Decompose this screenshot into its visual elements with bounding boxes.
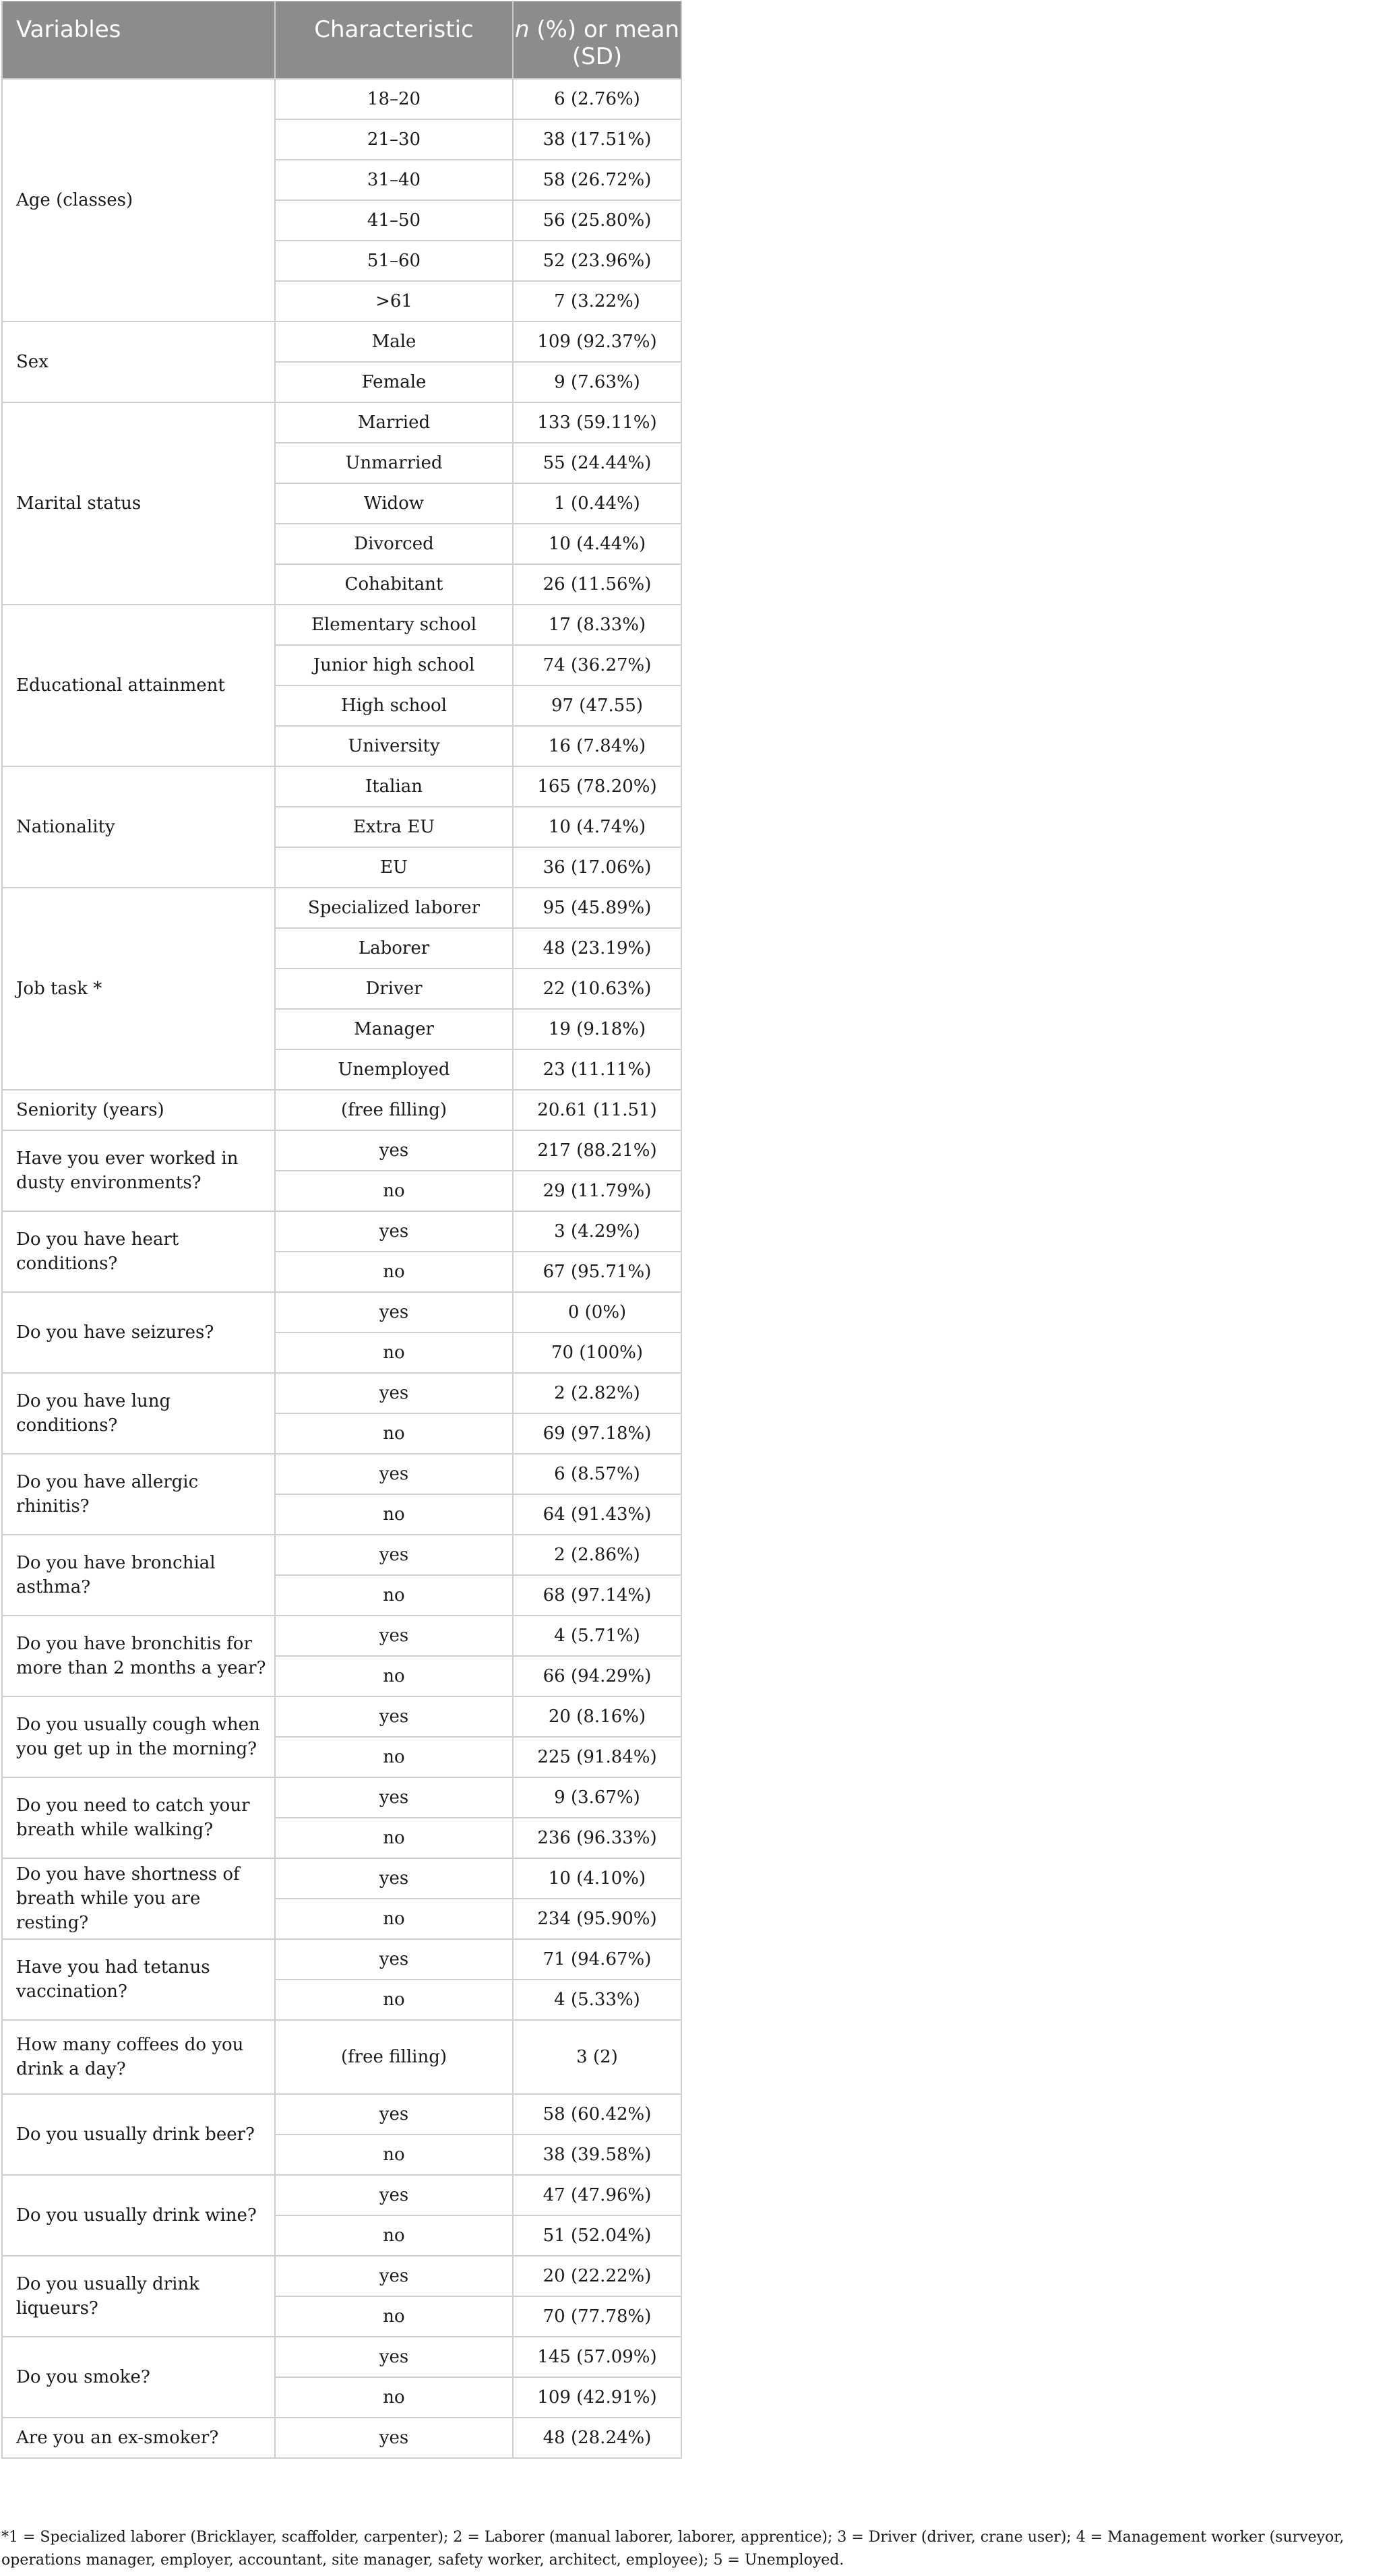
table-row	[2, 1292, 681, 1332]
value-cell: 2 (2.86%)	[513, 1535, 681, 1575]
value-cell: 16 (7.84%)	[513, 726, 681, 766]
value-cell: 71 (94.67%)	[513, 1939, 681, 1980]
value-cell: 9 (3.67%)	[513, 1777, 681, 1818]
value-cell: 48 (28.24%)	[513, 2418, 681, 2458]
value-cell: 6 (2.76%)	[513, 79, 681, 119]
variable-cell: Do you have bronchitis for more than 2 months a year?	[2, 1616, 275, 1696]
variable-cell: Do you usually drink wine?	[2, 2175, 275, 2256]
table-row	[2, 402, 681, 443]
characteristic-cell: 41–50	[275, 200, 513, 241]
characteristic-cell: 31–40	[275, 160, 513, 200]
value-cell: 20 (22.22%)	[513, 2256, 681, 2296]
value-cell: 4 (5.33%)	[513, 1980, 681, 2020]
characteristic-cell: no	[275, 2215, 513, 2256]
variable-cell: Seniority (years)	[2, 1090, 275, 1130]
table-row	[2, 1939, 681, 1980]
value-cell: 236 (96.33%)	[513, 1818, 681, 1858]
characteristic-cell: (free filling)	[275, 2020, 513, 2094]
characteristic-cell: yes	[275, 1454, 513, 1494]
characteristic-cell: Unmarried	[275, 443, 513, 483]
characteristic-cell: Female	[275, 362, 513, 402]
value-cell: 47 (47.96%)	[513, 2175, 681, 2215]
variable-cell: Educational attainment	[2, 605, 275, 766]
table-row	[2, 1454, 681, 1494]
table-header	[2, 1, 681, 79]
value-cell: 48 (23.19%)	[513, 928, 681, 969]
variable-cell: Do you usually cough when you get up in the morning?	[2, 1696, 275, 1777]
value-cell: 217 (88.21%)	[513, 1130, 681, 1171]
characteristic-cell: yes	[275, 1292, 513, 1332]
characteristic-cell: Italian	[275, 766, 513, 807]
characteristic-cell: University	[275, 726, 513, 766]
table-row	[2, 79, 681, 119]
value-cell: 3 (4.29%)	[513, 1211, 681, 1252]
characteristic-cell: Male	[275, 321, 513, 362]
header-variables: Variables	[2, 1, 275, 79]
value-cell: 4 (5.71%)	[513, 1616, 681, 1656]
characteristic-cell: Manager	[275, 1009, 513, 1049]
value-cell: 58 (26.72%)	[513, 160, 681, 200]
value-cell: 7 (3.22%)	[513, 281, 681, 321]
value-cell: 19 (9.18%)	[513, 1009, 681, 1049]
value-cell: 225 (91.84%)	[513, 1737, 681, 1777]
value-cell: 234 (95.90%)	[513, 1899, 681, 1939]
table-row	[2, 605, 681, 645]
value-cell: 165 (78.20%)	[513, 766, 681, 807]
value-cell: 29 (11.79%)	[513, 1171, 681, 1211]
characteristic-cell: yes	[275, 1535, 513, 1575]
variable-cell: Have you ever worked in dusty environments?	[2, 1130, 275, 1211]
characteristic-cell: Unemployed	[275, 1049, 513, 1090]
table-body	[2, 79, 681, 2458]
characteristic-cell: no	[275, 1656, 513, 1696]
characteristic-cell: Elementary school	[275, 605, 513, 645]
variable-cell: Do you have lung conditions?	[2, 1373, 275, 1454]
characteristic-cell: High school	[275, 685, 513, 726]
table-row	[2, 766, 681, 807]
header-row	[2, 1, 681, 79]
value-cell: 68 (97.14%)	[513, 1575, 681, 1616]
value-cell: 56 (25.80%)	[513, 200, 681, 241]
value-cell: 20.61 (11.51)	[513, 1090, 681, 1130]
variable-cell: Do you usually drink beer?	[2, 2094, 275, 2175]
characteristic-cell: EU	[275, 847, 513, 888]
characteristics-table	[1, 1, 682, 2459]
table-row	[2, 1535, 681, 1575]
characteristic-cell: yes	[275, 1130, 513, 1171]
table-footnote: *1 = Specialized laborer (Bricklayer, scaffolder, carpenter); 2 = Laborer (manual laborer, laborer, apprentice); 3 = Driver (driver, crane user); 4 = Management worker (surveyor, operations manager, employer, accountant, site manager, safety worker, architect, employee); 5 = Unemployed.	[1, 2529, 1344, 2569]
value-cell: 38 (17.51%)	[513, 119, 681, 160]
characteristic-cell: Widow	[275, 483, 513, 524]
characteristic-cell: Specialized laborer	[275, 888, 513, 928]
table-row	[2, 1211, 681, 1252]
characteristic-cell: no	[275, 2296, 513, 2337]
characteristic-cell: no	[275, 2377, 513, 2418]
table-row	[2, 1858, 681, 1899]
variable-cell: Do you have seizures?	[2, 1292, 275, 1373]
variable-cell: Are you an ex-smoker?	[2, 2418, 275, 2458]
characteristic-cell: yes	[275, 1696, 513, 1737]
value-cell: 10 (4.44%)	[513, 524, 681, 564]
value-cell: 133 (59.11%)	[513, 402, 681, 443]
value-cell: 26 (11.56%)	[513, 564, 681, 605]
value-cell: 109 (42.91%)	[513, 2377, 681, 2418]
characteristic-cell: yes	[275, 2175, 513, 2215]
value-cell: 20 (8.16%)	[513, 1696, 681, 1737]
characteristic-cell: Divorced	[275, 524, 513, 564]
variable-cell: Have you had tetanus vaccination?	[2, 1939, 275, 2020]
value-cell: 36 (17.06%)	[513, 847, 681, 888]
characteristic-cell: yes	[275, 1373, 513, 1413]
table-row	[2, 1373, 681, 1413]
characteristic-cell: no	[275, 2135, 513, 2175]
variable-cell: Do you have shortness of breath while you are resting?	[2, 1858, 275, 1939]
characteristic-cell: no	[275, 1252, 513, 1292]
variable-cell: Nationality	[2, 766, 275, 888]
value-cell: 55 (24.44%)	[513, 443, 681, 483]
value-cell: 64 (91.43%)	[513, 1494, 681, 1535]
variable-cell: Sex	[2, 321, 275, 402]
characteristic-cell: no	[275, 1899, 513, 1939]
characteristic-cell: yes	[275, 2418, 513, 2458]
value-cell: 9 (7.63%)	[513, 362, 681, 402]
table-row	[2, 1090, 681, 1130]
characteristic-cell: 51–60	[275, 241, 513, 281]
variable-cell: Do you need to catch your breath while walking?	[2, 1777, 275, 1858]
characteristic-cell: no	[275, 1332, 513, 1373]
table-row	[2, 888, 681, 928]
value-cell: 22 (10.63%)	[513, 969, 681, 1009]
table-row	[2, 2020, 681, 2094]
variable-cell: Marital status	[2, 402, 275, 605]
value-cell: 52 (23.96%)	[513, 241, 681, 281]
characteristic-cell: yes	[275, 1858, 513, 1899]
header-value	[513, 1, 681, 79]
characteristic-cell: yes	[275, 1777, 513, 1818]
value-cell: 70 (77.78%)	[513, 2296, 681, 2337]
table-row	[2, 321, 681, 362]
characteristic-cell: yes	[275, 2094, 513, 2135]
value-cell: 97 (47.55)	[513, 685, 681, 726]
value-cell: 3 (2)	[513, 2020, 681, 2094]
table-row	[2, 2418, 681, 2458]
header-n-italic: n	[514, 16, 530, 43]
value-cell: 51 (52.04%)	[513, 2215, 681, 2256]
value-cell: 66 (94.29%)	[513, 1656, 681, 1696]
characteristic-cell: 18–20	[275, 79, 513, 119]
variable-cell: Do you usually drink liqueurs?	[2, 2256, 275, 2337]
table-row	[2, 1616, 681, 1656]
characteristic-cell: yes	[275, 1939, 513, 1980]
table-row	[2, 2256, 681, 2296]
characteristic-cell: no	[275, 1171, 513, 1211]
variable-cell: Do you have bronchial asthma?	[2, 1535, 275, 1616]
characteristic-cell: >61	[275, 281, 513, 321]
value-cell: 67 (95.71%)	[513, 1252, 681, 1292]
variable-cell: Do you have heart conditions?	[2, 1211, 275, 1292]
characteristic-cell: no	[275, 1413, 513, 1454]
value-cell: 0 (0%)	[513, 1292, 681, 1332]
characteristic-cell: Laborer	[275, 928, 513, 969]
characteristic-cell: (free filling)	[275, 1090, 513, 1130]
value-cell: 10 (4.74%)	[513, 807, 681, 847]
variable-cell: How many coffees do you drink a day?	[2, 2020, 275, 2094]
table-row	[2, 1696, 681, 1737]
value-cell: 74 (36.27%)	[513, 645, 681, 685]
header-characteristic: Characteristic	[275, 1, 513, 79]
characteristic-cell: no	[275, 1818, 513, 1858]
characteristic-cell: 21–30	[275, 119, 513, 160]
value-cell: 17 (8.33%)	[513, 605, 681, 645]
characteristic-cell: Extra EU	[275, 807, 513, 847]
value-cell: 58 (60.42%)	[513, 2094, 681, 2135]
characteristic-cell: Married	[275, 402, 513, 443]
value-cell: 95 (45.89%)	[513, 888, 681, 928]
value-cell: 109 (92.37%)	[513, 321, 681, 362]
table-row	[2, 2094, 681, 2135]
characteristic-cell: no	[275, 1494, 513, 1535]
table-row	[2, 2175, 681, 2215]
value-cell: 23 (11.11%)	[513, 1049, 681, 1090]
characteristic-cell: Cohabitant	[275, 564, 513, 605]
table-row	[2, 1130, 681, 1171]
characteristic-cell: no	[275, 1575, 513, 1616]
value-cell: 38 (39.58%)	[513, 2135, 681, 2175]
characteristic-cell: yes	[275, 2337, 513, 2377]
variable-cell: Age (classes)	[2, 79, 275, 321]
variable-cell: Job task *	[2, 888, 275, 1090]
value-cell: 10 (4.10%)	[513, 1858, 681, 1899]
header-value-rest: (%) or mean (SD)	[529, 16, 680, 70]
value-cell: 6 (8.57%)	[513, 1454, 681, 1494]
table-row	[2, 2337, 681, 2377]
characteristic-cell: yes	[275, 1616, 513, 1656]
characteristic-cell: yes	[275, 1211, 513, 1252]
value-cell: 2 (2.82%)	[513, 1373, 681, 1413]
characteristic-cell: Junior high school	[275, 645, 513, 685]
characteristic-cell: no	[275, 1980, 513, 2020]
value-cell: 70 (100%)	[513, 1332, 681, 1373]
variable-cell: Do you have allergic rhinitis?	[2, 1454, 275, 1535]
value-cell: 69 (97.18%)	[513, 1413, 681, 1454]
value-cell: 145 (57.09%)	[513, 2337, 681, 2377]
characteristic-cell: yes	[275, 2256, 513, 2296]
characteristic-cell: Driver	[275, 969, 513, 1009]
table-row	[2, 1777, 681, 1818]
value-cell: 1 (0.44%)	[513, 483, 681, 524]
variable-cell: Do you smoke?	[2, 2337, 275, 2418]
characteristic-cell: no	[275, 1737, 513, 1777]
